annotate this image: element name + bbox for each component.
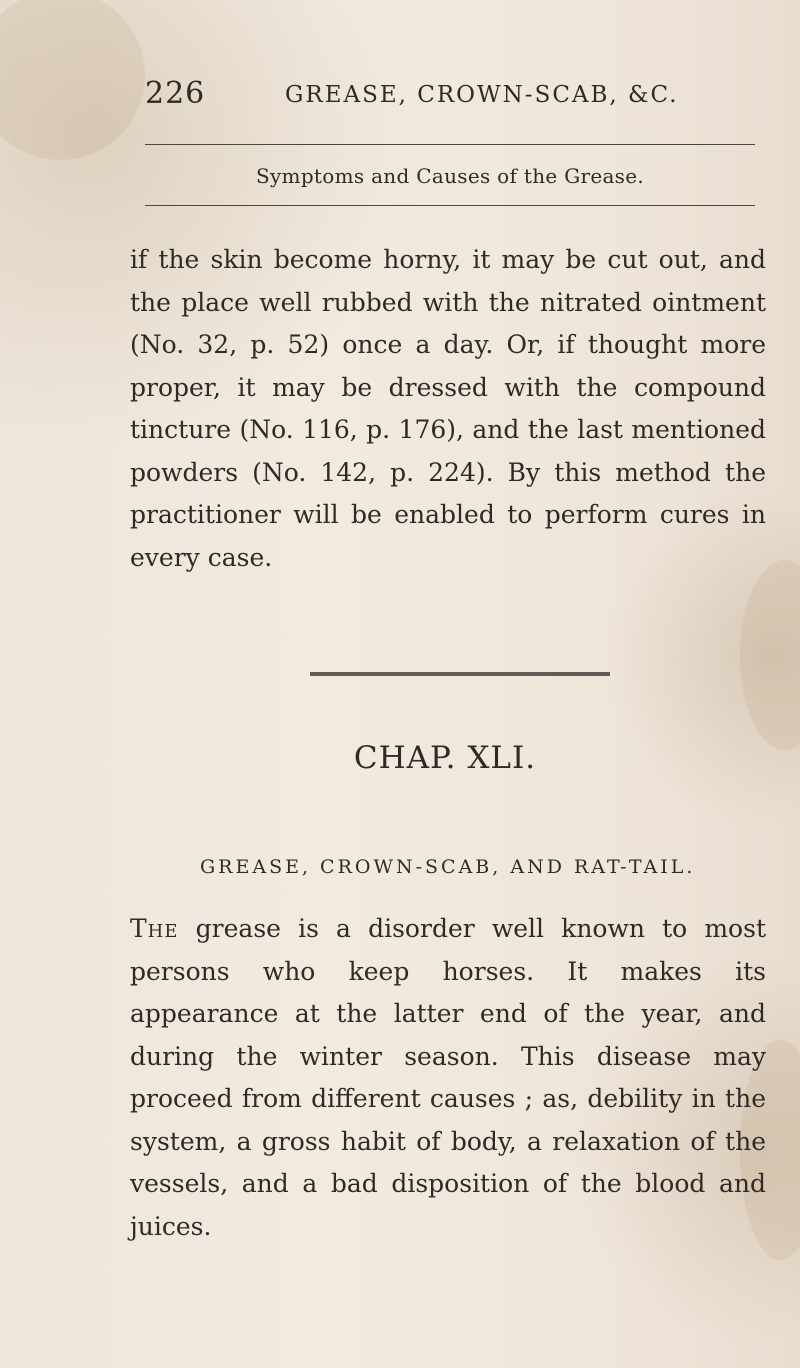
page-number: 226 — [145, 76, 206, 111]
paragraph-2 — [130, 908, 766, 1248]
paragraph-2-first-word: The — [130, 914, 179, 943]
paper-stain — [740, 560, 800, 750]
top-rule — [145, 144, 755, 145]
chapter-title: CHAP. XLI. — [353, 740, 537, 776]
paragraph-2-text: grease is a disorder well known to most persons who keep horses. It makes its appearance at the latter end of the year, and during the winter season. This disease may proceed from different causes ; as, debility in the system, a gross habit of body, a relaxation of the vessels, and a bad disposition of the blood and juices. — [130, 914, 766, 1241]
section-head: Symptoms and Causes of the Grease. — [255, 164, 645, 188]
ornament-rule — [310, 672, 610, 676]
running-head: GREASE, CROWN-SCAB, &C. — [285, 82, 679, 108]
bottom-rule — [145, 205, 755, 206]
paper-stain — [0, 0, 145, 160]
page-header — [145, 70, 765, 118]
chapter-subtitle: GREASE, CROWN-SCAB, AND RAT-TAIL. — [200, 856, 696, 878]
paragraph-1: if the skin become horny, it may be cut out, and the place well rubbed with the nitrated ointment (No. 32, p. 52) once a day. Or, if thought more proper, it may be dressed with the compound tincture (No. 116, p. 176), and the last mentioned powders (No. 142, p. 224). By this method the practitioner will be enabled to perform cures in every case. — [130, 245, 766, 572]
